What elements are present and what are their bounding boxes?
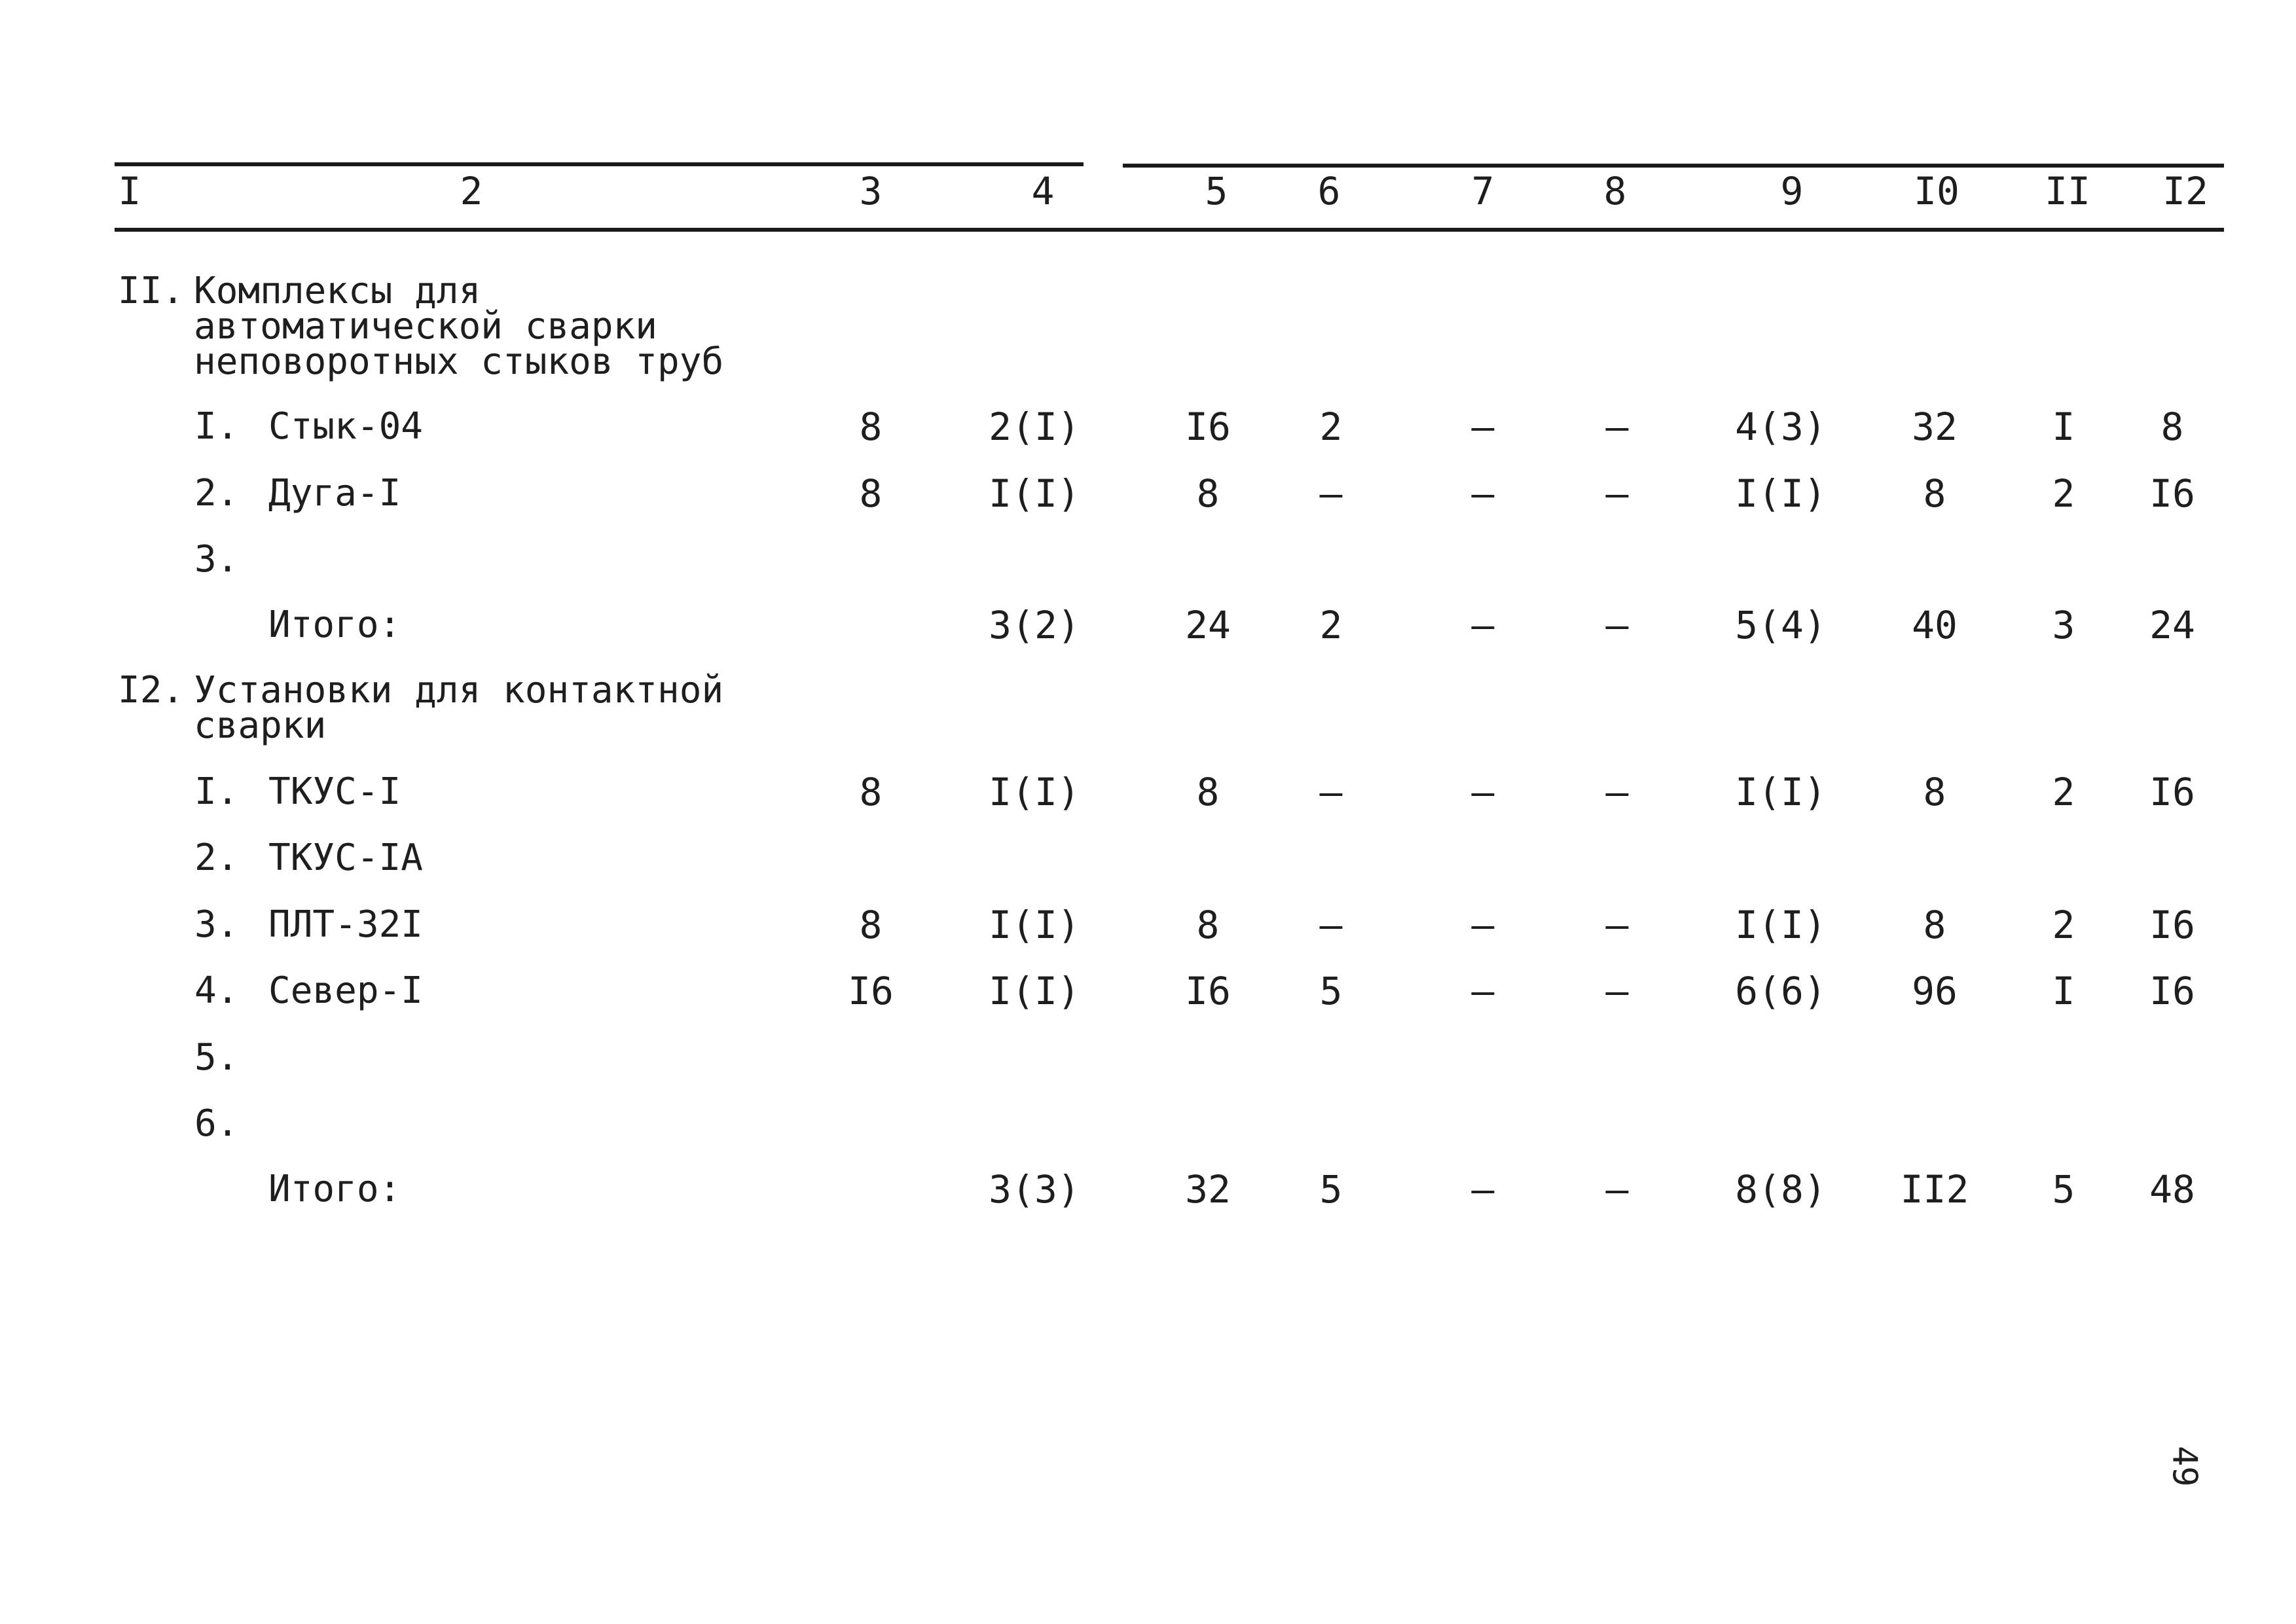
cell-col-4: 3(2)	[989, 603, 1080, 647]
cell-col-10: 96	[1912, 969, 1958, 1013]
row-number: I.	[194, 405, 239, 448]
cell-col-3: 8	[859, 770, 883, 814]
cell-col-9: 4(3)	[1735, 405, 1827, 449]
cell-col-11: I	[2052, 405, 2075, 449]
cell-col-5: 32	[1185, 1167, 1231, 1212]
row-number: 6.	[194, 1102, 239, 1145]
cell-col-10: 32	[1912, 405, 1958, 449]
cell-col-4: I(I)	[989, 903, 1080, 947]
cell-col-5: I6	[1185, 969, 1231, 1013]
cell-col-7: –	[1471, 969, 1495, 1013]
row-name: Итого:	[268, 604, 401, 646]
row-number: 2.	[194, 837, 239, 879]
cell-col-6: 5	[1319, 969, 1343, 1013]
page-number: 49	[2164, 1445, 2204, 1487]
row-number: I.	[194, 770, 239, 813]
cell-col-4: I(I)	[989, 770, 1080, 814]
cell-col-12: 24	[2149, 603, 2195, 647]
cell-col-5: 8	[1196, 770, 1220, 814]
row-number: 5.	[194, 1036, 239, 1079]
cell-col-12: 8	[2160, 405, 2184, 449]
cell-col-6: 5	[1319, 1167, 1343, 1212]
header-col-10: I0	[1914, 169, 1959, 213]
cell-col-6: –	[1319, 770, 1343, 814]
section-title: Комплексы для автоматической сварки неповоротных стыков труб	[194, 270, 724, 383]
cell-col-8: –	[1605, 969, 1629, 1013]
cell-col-11: 5	[2052, 1167, 2075, 1212]
cell-col-7: –	[1471, 603, 1495, 647]
cell-col-5: 8	[1196, 471, 1220, 516]
cell-col-7: –	[1471, 405, 1495, 449]
cell-col-10: 40	[1912, 603, 1958, 647]
row-name: ТКУС-IА	[268, 837, 424, 879]
header-col-6: 6	[1317, 169, 1341, 213]
cell-col-9: I(I)	[1735, 903, 1827, 947]
cell-col-12: 48	[2149, 1167, 2195, 1212]
cell-col-7: –	[1471, 903, 1495, 947]
cell-col-3: I6	[848, 969, 894, 1013]
cell-col-3: 8	[859, 471, 883, 516]
cell-col-9: 8(8)	[1735, 1167, 1827, 1212]
cell-col-8: –	[1605, 603, 1629, 647]
section-title: Установки для контактной сварки	[194, 669, 724, 747]
cell-col-12: I6	[2149, 471, 2195, 516]
header-col-5: 5	[1205, 169, 1228, 213]
row-number: 3.	[194, 538, 239, 581]
row-name: Стык-04	[268, 405, 424, 448]
header-col-11: II	[2045, 169, 2090, 213]
row-number: 4.	[194, 969, 239, 1012]
header-col-8: 8	[1603, 169, 1627, 213]
cell-col-4: 2(I)	[989, 405, 1080, 449]
cell-col-7: –	[1471, 1167, 1495, 1212]
header-col-7: 7	[1471, 169, 1495, 213]
cell-col-8: –	[1605, 770, 1629, 814]
cell-col-4: I(I)	[989, 471, 1080, 516]
cell-col-4: I(I)	[989, 969, 1080, 1013]
cell-col-6: 2	[1319, 603, 1343, 647]
header-col-3: 3	[859, 169, 883, 213]
cell-col-12: I6	[2149, 969, 2195, 1013]
cell-col-9: 5(4)	[1735, 603, 1827, 647]
cell-col-11: 3	[2052, 603, 2075, 647]
cell-col-6: –	[1319, 903, 1343, 947]
cell-col-9: I(I)	[1735, 770, 1827, 814]
cell-col-9: I(I)	[1735, 471, 1827, 516]
row-name: Дуга-I	[268, 472, 401, 514]
cell-col-10: 8	[1923, 471, 1946, 516]
header-bottom-rule	[115, 228, 2224, 232]
top-rule-right	[1123, 164, 2224, 168]
cell-col-12: I6	[2149, 770, 2195, 814]
cell-col-12: I6	[2149, 903, 2195, 947]
section-number: I2.	[118, 669, 185, 712]
cell-col-5: 24	[1185, 603, 1231, 647]
row-name: Север-I	[268, 969, 424, 1012]
cell-col-3: 8	[859, 405, 883, 449]
cell-col-7: –	[1471, 471, 1495, 516]
header-col-2: 2	[460, 169, 483, 213]
cell-col-11: 2	[2052, 770, 2075, 814]
cell-col-8: –	[1605, 1167, 1629, 1212]
header-col-12: I2	[2162, 169, 2208, 213]
header-col-9: 9	[1780, 169, 1804, 213]
row-number: 3.	[194, 903, 239, 946]
header-col-1: I	[118, 169, 141, 213]
row-name: ПЛТ-32I	[268, 903, 424, 946]
cell-col-7: –	[1471, 770, 1495, 814]
cell-col-8: –	[1605, 903, 1629, 947]
section-number: II.	[118, 270, 185, 312]
cell-col-6: 2	[1319, 405, 1343, 449]
cell-col-10: II2	[1900, 1167, 1969, 1212]
section-heading	[118, 270, 773, 383]
row-name: ТКУС-I	[268, 770, 401, 813]
cell-col-6: –	[1319, 471, 1343, 516]
cell-col-4: 3(3)	[989, 1167, 1080, 1212]
cell-col-8: –	[1605, 471, 1629, 516]
cell-col-3: 8	[859, 903, 883, 947]
cell-col-5: 8	[1196, 903, 1220, 947]
row-number: 2.	[194, 472, 239, 514]
row-name: Итого:	[268, 1168, 401, 1210]
section-heading	[118, 669, 773, 747]
cell-col-9: 6(6)	[1735, 969, 1827, 1013]
cell-col-11: 2	[2052, 903, 2075, 947]
cell-col-10: 8	[1923, 770, 1946, 814]
cell-col-5: I6	[1185, 405, 1231, 449]
cell-col-8: –	[1605, 405, 1629, 449]
cell-col-11: 2	[2052, 471, 2075, 516]
top-rule-left	[115, 162, 1084, 166]
cell-col-10: 8	[1923, 903, 1946, 947]
cell-col-11: I	[2052, 969, 2075, 1013]
header-col-4: 4	[1031, 169, 1055, 213]
